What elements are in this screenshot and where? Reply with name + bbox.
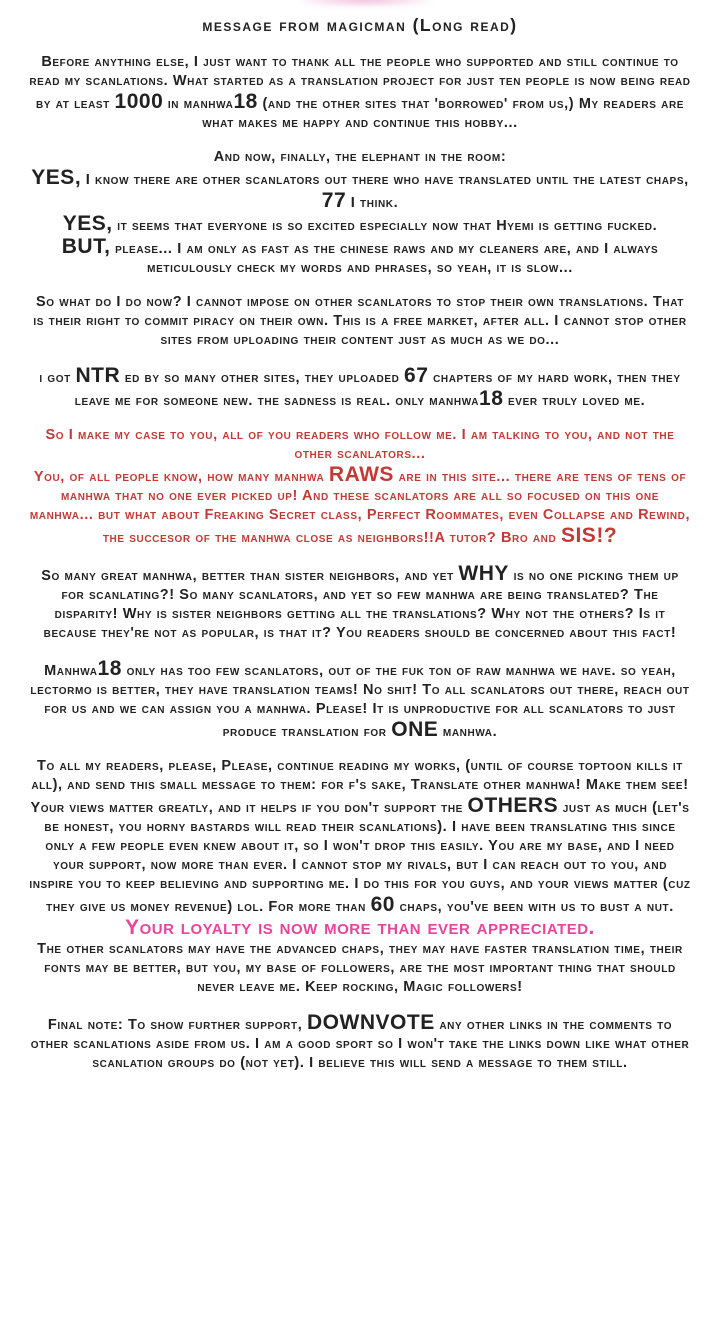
text-segment: is no one picking them up for scanlating?! So many scanlators, and yet so few manhwa are being translated? The disparity! Why is sister neighbors getting all the translations? Why not the others? Is it because they're not as popular, is that it? You readers should be concerned about this fact! — [43, 567, 679, 641]
text-segment: chaps, you've been with us to bust a nut. — [394, 898, 674, 915]
text-segment: So what do I do now? I cannot impose on other scanlators to stop their own translations. That is their right to commit piracy on their own. This is a free market, after all. I cannot stop other sites from uploading their content just as much as we do... — [33, 293, 687, 348]
text-segment: Your loyalty is now more than ever appreciated. — [125, 915, 595, 939]
message-paragraph — [29, 53, 691, 133]
text-segment: it seems that everyone is so excited especially now that Hyemi is getting fucked. — [112, 217, 658, 234]
text-segment: OTHERS — [467, 793, 559, 817]
text-segment: chapters of my hard work, then they leave me for someone new. the sadness is real. only manhwa — [74, 369, 681, 409]
text-segment: The other scanlators may have the advanced chaps, they may have faster translation time, their fonts may be better, but you, my base of followers, are the most important thing that should never leave me. Keep rocking, Magic followers! — [37, 940, 683, 995]
text-segment: Final note: To show further support, — [47, 1016, 307, 1033]
text-segment: DOWNVOTE — [306, 1010, 435, 1034]
message-paragraph — [29, 148, 691, 278]
text-segment: manhwa. — [438, 723, 498, 740]
text-segment: 18 — [479, 386, 504, 410]
text-segment: YES, — [31, 165, 82, 189]
text-segment: RAWS — [328, 462, 394, 486]
message-paragraph — [29, 757, 691, 997]
page-title: message from magicman (Long read) — [202, 15, 518, 35]
cropped-red-text-artifact — [300, 0, 430, 6]
text-segment: i got — [39, 369, 76, 386]
text-segment: in manhwa — [163, 95, 234, 112]
message-paragraph — [29, 658, 691, 742]
text-segment: Before anything else, I just want to thank all the people who supported and still continue to read my scanlations. What started as a translation project for just ten people is now being read by at least — [29, 53, 691, 112]
message-paragraph — [29, 1012, 691, 1073]
message-body — [29, 37, 691, 1073]
text-segment: 18 — [97, 656, 122, 680]
text-segment: 77 — [321, 188, 347, 212]
text-segment: 1000 — [114, 89, 164, 113]
message-paragraph — [29, 563, 691, 643]
text-segment: WHY — [458, 561, 509, 585]
text-segment: So I make my case to you, all of you readers who follow me. I am talking to you, and not the other scanlators... — [45, 426, 675, 462]
text-segment: To all my readers, please, Please, continue reading my works, (until of course toptoon kills it all), and send this small message to them: for f's sake, Translate other manhwa! Make them see! Your views matter greatly, and it helps if you don't support the — [30, 757, 689, 816]
text-segment: are in this site... there are tens of tens of manhwa that no one ever picked up! And these scanlators are all so focused on this one manhwa... but what about Freaking Secret class, Perfect Roommates, even Collapse and Rewind, the succesor of the manhwa close as neighbors!!A tutor? Bro and — [29, 468, 691, 546]
text-segment: (and the other sites that 'borrowed' from us,) My readers are what makes me happy and continue this hobby... — [202, 95, 685, 131]
text-segment: YES, — [62, 211, 113, 235]
message-paragraph — [29, 426, 691, 548]
text-segment: only has too few scanlators, out of the fuk ton of raw manhwa we have. so yeah, lectormo is better, they have translation teams! No shit! To all scanlators out there, reach out for us and we can assign you a manhwa. Please! It is unproductive for all scanlators to just produce translation for — [30, 662, 690, 740]
text-segment: SIS!? — [560, 523, 618, 547]
text-segment: ONE — [391, 717, 439, 741]
text-segment: I think. — [346, 194, 399, 211]
message-paragraph — [29, 293, 691, 350]
text-segment: Manhwa — [44, 662, 98, 679]
text-segment: BUT, — [61, 234, 111, 258]
text-segment: I know there are other scanlators out there who have translated until the latest chaps, — [81, 171, 689, 188]
text-segment: And now, finally, the elephant in the room: — [213, 148, 507, 165]
text-segment: please... I am only as fast as the chinese raws and my cleaners are, and I always meticulously check my words and phrases, so yeah, it is slow... — [110, 240, 659, 276]
text-segment: You, of all people know, how many manhwa — [33, 468, 329, 485]
text-segment: 18 — [233, 89, 258, 113]
message-paragraph — [29, 365, 691, 411]
text-segment: any other links in the comments to other scanlations aside from us. I am a good sport so I won't take the links down like what other scanlation groups do (not yet). I believe this will send a message to them still. — [30, 1016, 690, 1071]
text-segment: 67 — [404, 363, 429, 387]
text-segment: 60 — [370, 892, 395, 916]
text-segment: NTR — [75, 363, 121, 387]
text-segment: just as much (let's be honest, you horny bastards will read their scanlations). I have been translating this since only a few people even knew about it, so I won't drop this easily. You are my base, and I need your support, now more than ever. I cannot stop my rivals, but I can reach out to you, and inspire you to keep believing and supporting me. I do this for you guys, and your views matter (cuz they give us money revenue) lol. For more than — [29, 799, 691, 915]
text-segment: So many great manhwa, better than sister neighbors, and yet — [41, 567, 459, 584]
text-segment: ever truly loved me. — [503, 392, 646, 409]
text-segment: ed by so many other sites, they uploaded — [120, 369, 405, 386]
